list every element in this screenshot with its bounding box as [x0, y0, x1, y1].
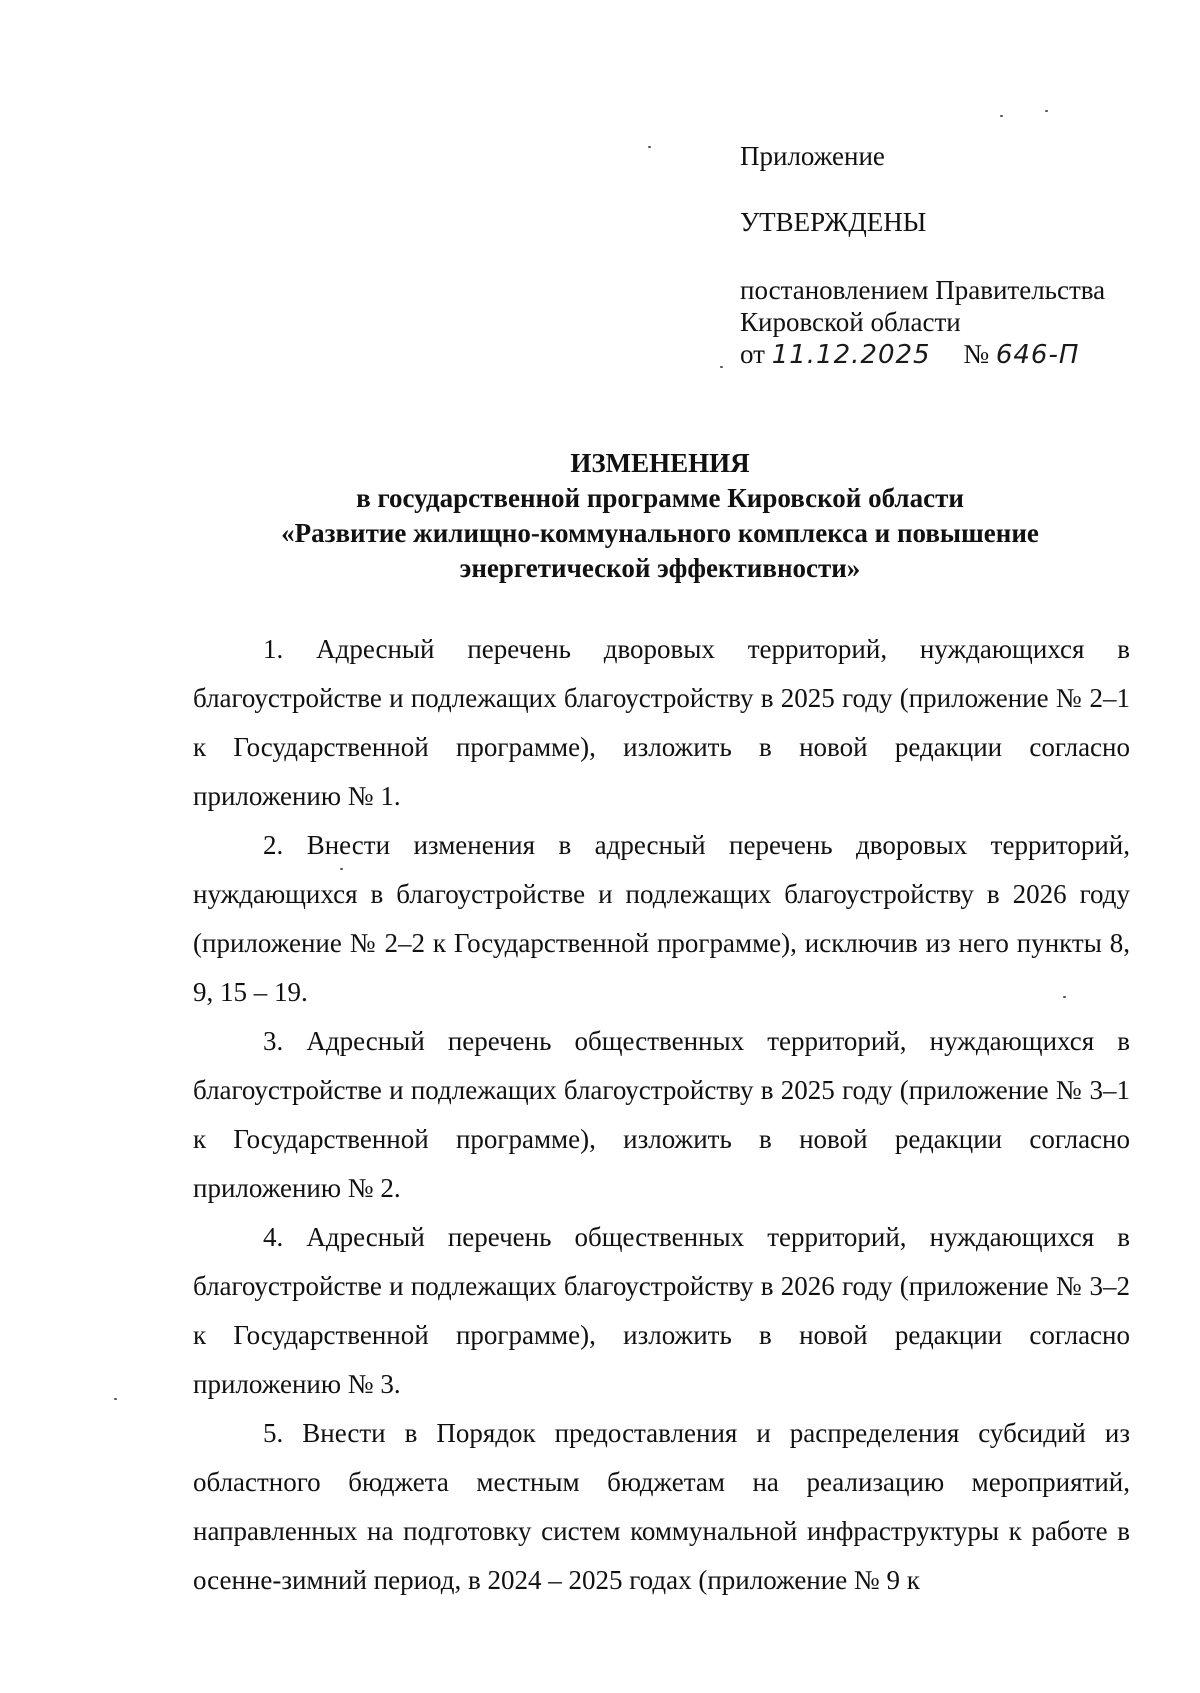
approved-label: УТВЕРЖДЕНЫ: [740, 207, 927, 237]
heading-title: ИЗМЕНЕНИЯ: [570, 448, 750, 478]
resolution-line-1: постановлением Правительства: [740, 275, 1106, 305]
scan-speck: [114, 1398, 117, 1400]
approval-block: [740, 140, 1140, 371]
appendix-label: Приложение: [740, 141, 885, 171]
heading-line-4: энергетической эффективности»: [459, 553, 861, 583]
paragraph-1: 1. Адресный перечень дворовых территорий, нуждающихся в благоустройстве и подлежащих благоустройству в 2025 году (приложение № 2–1 к Государственной программе), изложить в новой редакции согласно приложению № 1.: [193, 634, 1130, 811]
document-body: [193, 625, 1130, 1605]
heading-line-3: «Развитие жилищно-коммунального комплекса и повышение: [281, 518, 1039, 548]
scan-speck: [1000, 115, 1003, 117]
scan-speck: [648, 146, 651, 148]
paragraph-2: 2. Внести изменения в адресный перечень дворовых территорий, нуждающихся в благоустройстве и подлежащих благоустройству в 2026 году (приложение № 2–2 к Государственной программе), исключив из него пункты 8, 9, 15 – 19.: [193, 830, 1130, 1007]
paragraph-3: 3. Адресный перечень общественных территорий, нуждающихся в благоустройстве и подлежащих благоустройству в 2025 году (приложение № 3–1 к Государственной программе), изложить в новой редакции согласно приложению № 2.: [193, 1026, 1130, 1203]
document-heading: [190, 446, 1130, 586]
paragraph-5: 5. Внести в Порядок предоставления и распределения субсидий из областного бюджета местным бюджетам на реализацию мероприятий, направленных на подготовку систем коммунальной инфраструктуры к работе в осенне-зимний период, в 2024 – 2025 годах (приложение № 9 к: [193, 1418, 1130, 1595]
scan-speck: [1045, 110, 1048, 112]
scan-speck: [340, 868, 343, 870]
resolution-line-2: Кировской области: [740, 307, 961, 337]
paragraph-4: 4. Адресный перечень общественных территорий, нуждающихся в благоустройстве и подлежащих благоустройству в 2026 году (приложение № 3–2 к Государственной программе), изложить в новой редакции согласно приложению № 3.: [193, 1222, 1130, 1399]
resolution-date-line: [740, 338, 1140, 371]
handwritten-number: 646-П: [995, 340, 1080, 370]
heading-line-2: в государственной программе Кировской области: [356, 483, 964, 513]
number-sign: №: [963, 339, 990, 369]
scan-speck: [720, 366, 723, 368]
date-prefix: от: [740, 339, 765, 369]
scan-speck: [1063, 996, 1066, 998]
handwritten-date: 11.12.2025: [771, 340, 931, 370]
